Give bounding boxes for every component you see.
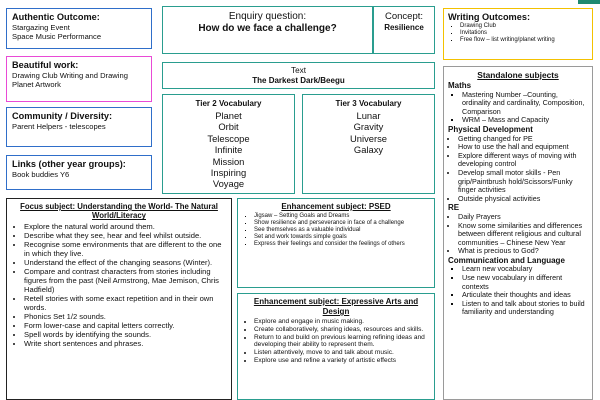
authentic-outcome-heading: Authentic Outcome: (12, 12, 100, 22)
vocab-word: Planet (215, 110, 242, 121)
psed-box (237, 198, 435, 288)
list-item: ▪ Show resilience and perseverance in face of a challenge (254, 220, 430, 227)
standalone-subjects-box (443, 66, 593, 400)
list-item: • Write short sentences and phrases. (24, 339, 226, 348)
links-box (6, 155, 152, 190)
text-box (162, 62, 435, 89)
list-item: ▪ Invitations (460, 30, 588, 37)
focus-list (12, 222, 226, 348)
community-line: Parent Helpers - telescopes (12, 122, 106, 131)
pd-heading: Physical Development (448, 124, 533, 134)
psed-heading: Enhancement subject: PSED (281, 202, 391, 211)
list-item: ▪ See themselves as a valuable individual (254, 227, 430, 234)
vocab-word: Voyage (212, 178, 245, 190)
tier3-vocab-box (302, 94, 435, 194)
list-item: ▪ Express their feelings and consider the feelings of others (254, 241, 430, 248)
text-title: The Darkest Dark/Beegu (252, 76, 345, 85)
list-item: • Daily Prayers (458, 213, 588, 222)
vocab-word: Infinite (214, 144, 243, 156)
enquiry-box (162, 6, 373, 54)
list-item: • Return to and build on previous learning refining ideas and developing their ability to represent them. (254, 334, 430, 350)
vocab-word: Galaxy (353, 144, 384, 156)
authentic-outcome-line: Space Music Performance (12, 32, 102, 42)
re-list (448, 213, 588, 256)
corner-tab (578, 0, 600, 4)
tier3-heading: Tier 3 Vocabulary (335, 99, 402, 108)
list-item: • Explore and engage in music making. (254, 318, 430, 326)
vocab-word: Mission (212, 155, 245, 167)
beautiful-work-box (6, 56, 152, 102)
tier2-vocab-box (162, 94, 295, 194)
cl-heading: Communication and Language (448, 255, 565, 265)
list-item: ▪ Jigsaw – Setting Goals and Dreams (254, 213, 430, 220)
list-item: • Explore the natural world around them. (24, 222, 226, 231)
list-item: • Listen attentively, move to and talk about music. (254, 349, 430, 357)
concept-value: Resilience (384, 23, 424, 32)
ead-box (237, 293, 435, 400)
tier2-heading: Tier 2 Vocabulary (195, 99, 262, 108)
list-item: • Explore use and refine a variety of artistic effects (254, 357, 430, 365)
authentic-outcome-box (6, 8, 152, 49)
writing-outcomes-list (448, 23, 588, 44)
list-item: ▪ Drawing Club (460, 23, 588, 30)
maths-heading: Maths (448, 81, 472, 90)
list-item: ▪ Use new vocabulary in different contexts (462, 274, 588, 291)
community-box (6, 107, 152, 147)
list-item: ▪ Mastering Number –Counting, ordinality and cardinality, Composition, Comparison (462, 91, 588, 117)
writing-outcomes-box (443, 8, 593, 60)
vocab-word: Gravity (353, 121, 384, 133)
enquiry-label: Enquiry question: (228, 11, 307, 22)
psed-list (242, 213, 430, 248)
list-item: • Describe what they see, hear and feel whilst outside. (24, 231, 226, 240)
beautiful-work-heading: Beautiful work: (12, 60, 79, 70)
vocab-word: Telescope (207, 132, 250, 144)
list-item: • Create collaboratively, sharing ideas, resources and skills. (254, 326, 430, 334)
list-item: • Compare and contrast characters from stories including figures from the past (Neil Armstrong, Mae Jemison, Chris Hadfield) (24, 267, 226, 294)
list-item: ▪ WRM – Mass and Capacity (462, 116, 588, 125)
cl-list (448, 265, 588, 317)
links-line: Book buddies Y6 (12, 170, 70, 179)
standalone-heading: Standalone subjects (477, 70, 559, 80)
list-item: ▪ Learn new vocabulary (462, 265, 588, 274)
pd-list (448, 135, 588, 204)
vocab-word: Orbit (218, 121, 239, 133)
vocab-word: Universe (350, 132, 387, 144)
concept-label: Concept: (384, 11, 424, 22)
writing-outcomes-heading: Writing Outcomes: (448, 12, 531, 22)
list-item: • What is precious to God? (458, 247, 588, 256)
links-heading: Links (other year groups): (12, 159, 126, 169)
list-item: • Develop small motor skills - Pen grip/Paintbrush hold/Scissors/Funky finger activities (458, 169, 588, 195)
list-item: • Explore different ways of moving with developing control (458, 152, 588, 169)
list-item: • How to use the hall and equipment (458, 143, 588, 152)
ead-list (242, 318, 430, 365)
list-item: ▪ Set and work towards simple goals (254, 234, 430, 241)
list-item: • Form lower-case and capital letters correctly. (24, 321, 226, 330)
community-heading: Community / Diversity: (12, 111, 113, 121)
list-item: ▪ Listen to and talk about stories to build familiarity and understanding (462, 300, 588, 317)
beautiful-work-line: Planet Artwork (12, 80, 61, 90)
concept-box (373, 6, 435, 54)
authentic-outcome-line: Stargazing Event (12, 23, 70, 32)
list-item: ▪ Articulate their thoughts and ideas (462, 291, 588, 300)
list-item: • Retell stories with some exact repetition and in their own words. (24, 294, 226, 312)
list-item: • Know some similarities and differences between different religious and cultural communities – Chinese New Year (458, 222, 588, 248)
list-item: • Phonics Set 1/2 sounds. (24, 312, 226, 321)
maths-list (448, 91, 588, 125)
vocab-word: Inspiring (210, 167, 247, 179)
list-item: • Spell words by identifying the sounds. (24, 330, 226, 339)
focus-heading: Focus subject: Understanding the World- The Natural World/Literacy (20, 202, 218, 221)
beautiful-work-line: Drawing Club Writing and Drawing (12, 71, 128, 80)
enquiry-question: How do we face a challenge? (198, 23, 337, 34)
list-item: • Getting changed for PE (458, 135, 588, 144)
list-item: • Outside physical activities (458, 195, 588, 204)
list-item: • Recognise some environments that are different to the one in which they live. (24, 240, 226, 258)
ead-heading: Enhancement subject: Expressive Arts and Design (253, 297, 419, 316)
focus-subject-box (6, 198, 232, 400)
text-label: Text (290, 66, 306, 75)
vocab-word: Lunar (356, 110, 381, 121)
list-item: ▪ Free flow – list writing/planet writing (460, 37, 588, 44)
list-item: • Understand the effect of the changing seasons (Winter). (24, 258, 226, 267)
re-heading: RE (448, 203, 460, 213)
